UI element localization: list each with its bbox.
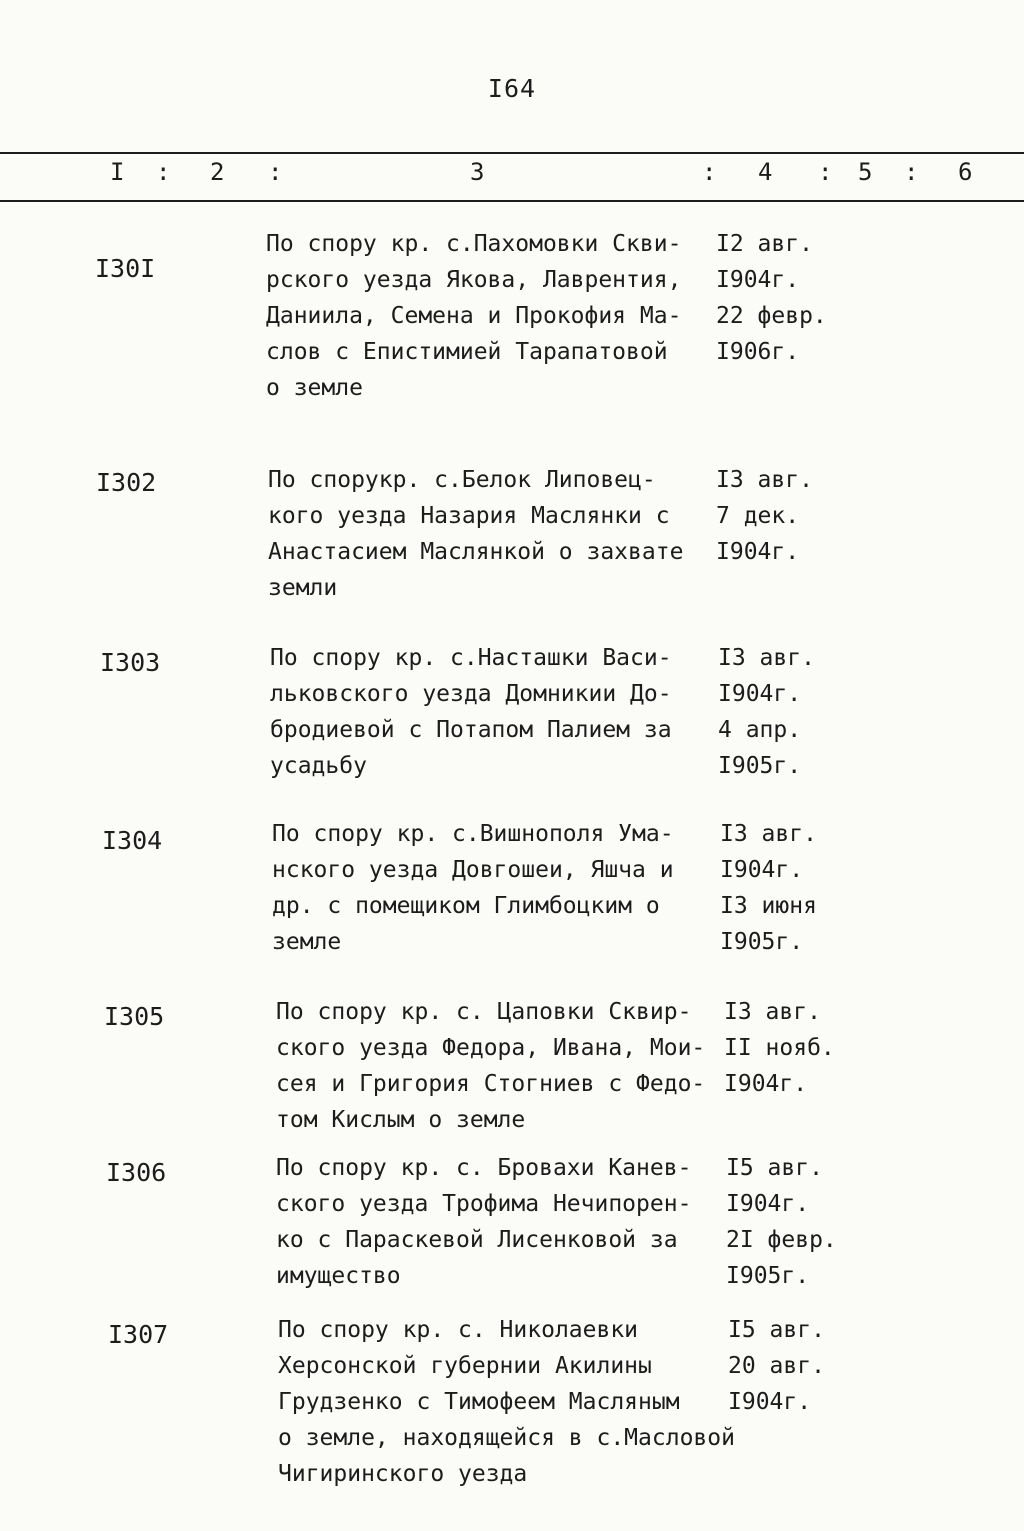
date-line: I904г.	[716, 539, 800, 565]
date-line: I5 авг.	[726, 1155, 823, 1181]
date-line: I904г.	[726, 1191, 810, 1217]
description-line: По спору кр. с.Насташки Васи-	[270, 645, 672, 671]
date-line: I3 авг.	[716, 467, 813, 493]
description-line: земли	[268, 575, 338, 601]
date-line: I904г.	[720, 857, 804, 883]
record-number: I302	[96, 468, 157, 497]
description-line: По спору кр. с.Пахомовки Скви-	[266, 231, 682, 257]
date-line: 7 дек.	[716, 503, 800, 529]
description-line: льковского уезда Домникии До-	[270, 681, 672, 707]
record-number: I303	[100, 648, 161, 677]
description-line: Херсонской губернии Акилины	[278, 1353, 652, 1379]
date-line: I2 авг.	[716, 231, 813, 257]
description-line: усадьбу	[270, 753, 367, 779]
column-header-separator: :	[818, 158, 833, 186]
description-line: По спорукр. с.Белок Липовец-	[268, 467, 656, 493]
column-header-1: I	[110, 158, 125, 186]
description-line: сея и Григория Стогниев с Федо-	[276, 1071, 706, 1097]
description-line: ского уезда Федора, Ивана, Мои-	[276, 1035, 706, 1061]
description-line: По спору кр. с. Николаевки	[278, 1317, 639, 1343]
date-line: I3 авг.	[718, 645, 815, 671]
description-line: имущество	[276, 1263, 401, 1289]
date-line: I3 июня	[720, 893, 817, 919]
column-header-6: 6	[958, 158, 973, 186]
date-line: I905г.	[720, 929, 804, 955]
description-line: ского уезда Трофима Нечипорен-	[276, 1191, 692, 1217]
description-line: ко с Параскевой Лисенковой за	[276, 1227, 678, 1253]
record-description	[270, 640, 672, 784]
column-header-row	[0, 158, 1024, 194]
record-dates	[720, 816, 817, 960]
description-line: др. с помещиком Глимбоцким о	[272, 893, 660, 919]
description-line: По спору кр. с.Вишнополя Ума-	[272, 821, 674, 847]
date-line: II нояб.	[724, 1035, 835, 1061]
record-dates	[726, 1150, 837, 1294]
date-line: I5 авг.	[728, 1317, 825, 1343]
description-line: Даниила, Семена и Прокофия Ма-	[266, 303, 682, 329]
record-number: I305	[104, 1002, 165, 1031]
table-header-rule	[0, 200, 1024, 202]
description-line: рского уезда Якова, Лаврентия,	[266, 267, 682, 293]
date-line: 20 авг.	[728, 1353, 825, 1379]
record-description	[276, 1150, 691, 1294]
record-number: I306	[106, 1158, 167, 1187]
description-line: слов с Епистимией Тарапатовой	[266, 339, 668, 365]
description-line: По спору кр. с. Бровахи Канев-	[276, 1155, 692, 1181]
column-header-5: 5	[858, 158, 873, 186]
column-header-separator: :	[268, 158, 283, 186]
date-line: 4 апр.	[718, 717, 802, 743]
record-dates	[728, 1312, 825, 1420]
record-dates	[718, 640, 815, 784]
column-header-3: 3	[470, 158, 485, 186]
date-line: I906г.	[716, 339, 800, 365]
description-line: По спору кр. с. Цаповки Сквир-	[276, 999, 692, 1025]
description-line: о земле, находящейся в с.Масловой	[278, 1425, 735, 1451]
record-number: I30I	[95, 254, 156, 283]
date-line: I904г.	[716, 267, 800, 293]
description-line: нского уезда Довгошеи, Яшча и	[272, 857, 674, 883]
description-line: кого уезда Назария Маслянки с	[268, 503, 670, 529]
record-dates	[724, 994, 835, 1102]
record-description	[268, 462, 683, 606]
date-line: I3 авг.	[720, 821, 817, 847]
record-description	[278, 1312, 735, 1492]
description-line: бродиевой с Потапом Палием за	[270, 717, 672, 743]
record-description	[272, 816, 674, 960]
record-dates	[716, 462, 813, 570]
description-line: о земле	[266, 375, 363, 401]
date-line: 2I февр.	[726, 1227, 837, 1253]
column-header-2: 2	[210, 158, 225, 186]
table-top-rule	[0, 152, 1024, 154]
record-description	[266, 226, 681, 406]
date-line: 22 февр.	[716, 303, 827, 329]
date-line: I905г.	[718, 753, 802, 779]
description-line: Грудзенко с Тимофеем Масляным	[278, 1389, 680, 1415]
column-header-separator: :	[702, 158, 717, 186]
column-header-separator: :	[156, 158, 171, 186]
date-line: I3 авг.	[724, 999, 821, 1025]
record-dates	[716, 226, 827, 370]
column-header-4: 4	[758, 158, 773, 186]
record-number: I307	[108, 1320, 169, 1349]
record-number: I304	[102, 826, 163, 855]
date-line: I904г.	[718, 681, 802, 707]
date-line: I905г.	[726, 1263, 810, 1289]
record-description	[276, 994, 705, 1138]
description-line: том Кислым о земле	[276, 1107, 526, 1133]
description-line: Анастасием Маслянкой о захвате	[268, 539, 684, 565]
date-line: I904г.	[728, 1389, 812, 1415]
date-line: I904г.	[724, 1071, 808, 1097]
description-line: земле	[272, 929, 342, 955]
page-number: I64	[487, 74, 537, 103]
description-line: Чигиринского уезда	[278, 1461, 528, 1487]
column-header-separator: :	[904, 158, 919, 186]
